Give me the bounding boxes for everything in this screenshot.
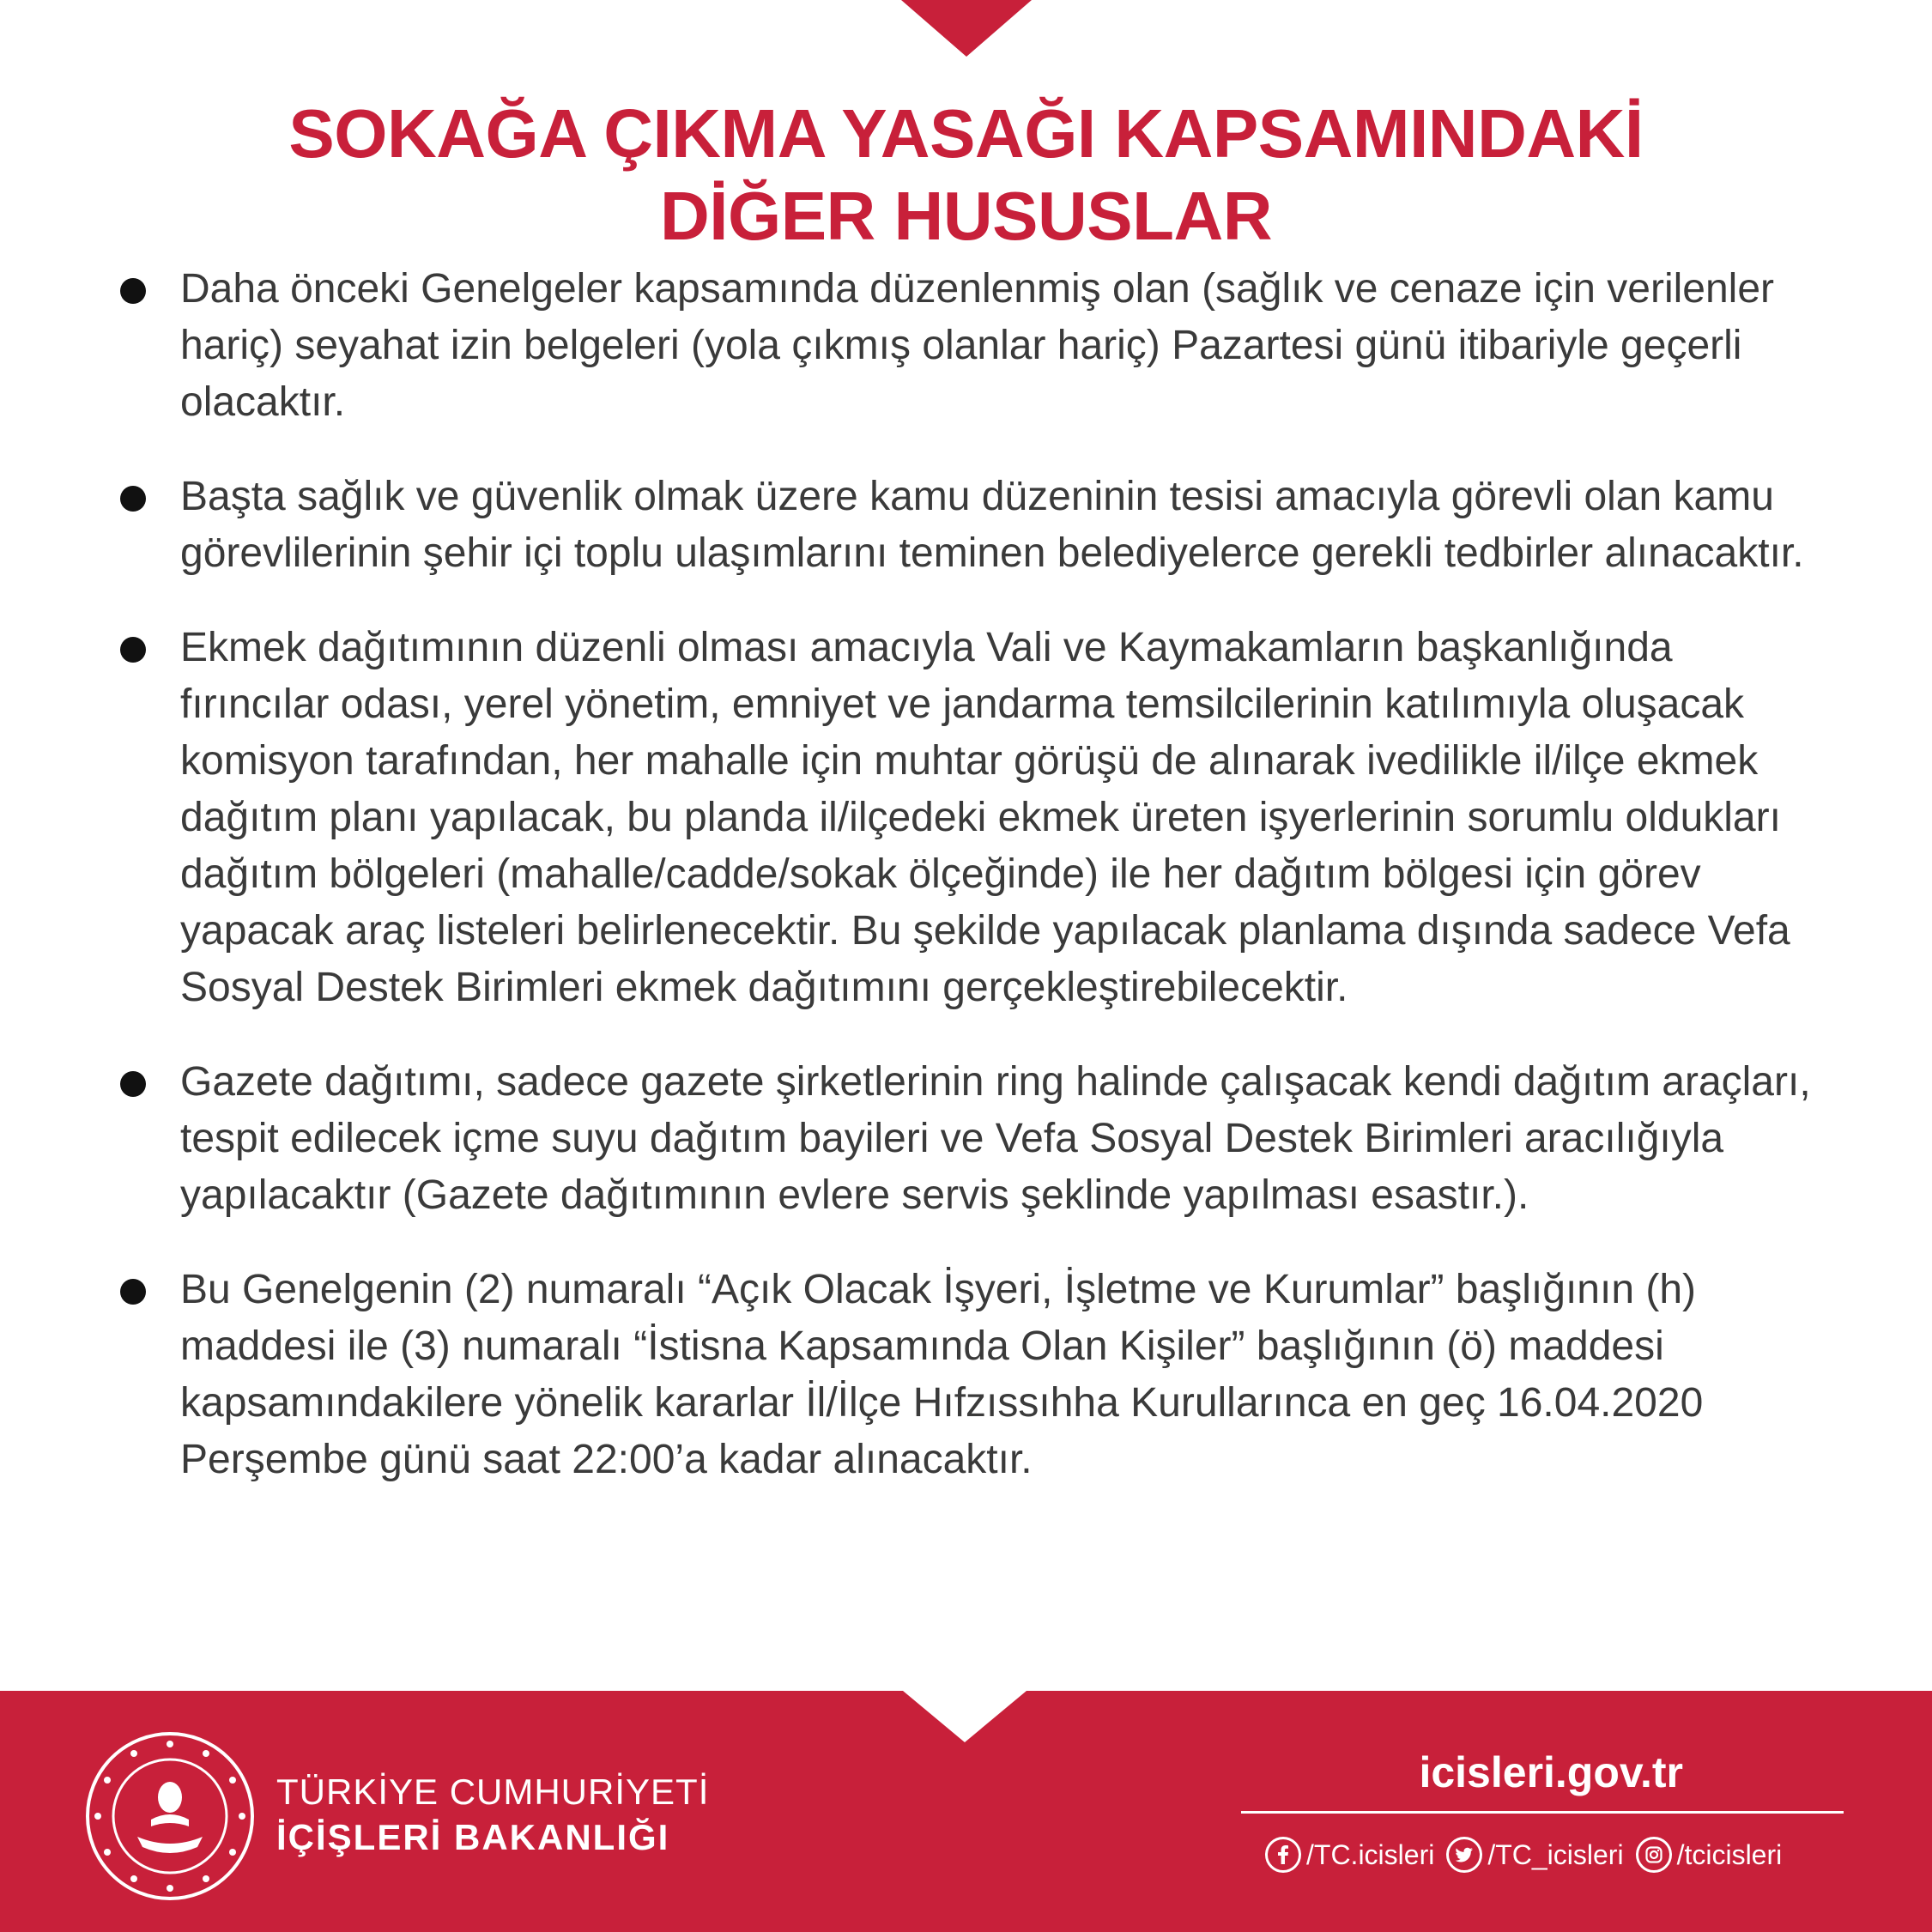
title-line-1: SOKAĞA ÇIKMA YASAĞI KAPSAMINDAKİ: [288, 95, 1644, 172]
title-line-2: DİĞER HUSUSLAR: [659, 178, 1273, 254]
bullet-icon: [120, 278, 146, 304]
ministry-emblem-icon: [84, 1730, 256, 1902]
footer-notch: [903, 1691, 1027, 1742]
facebook-icon: [1265, 1837, 1301, 1873]
facebook-handle: /TC.icisleri: [1306, 1838, 1435, 1870]
list-item-text: Ekmek dağıtımının düzenli olması amacıyla Vali ve Kaymakamların başkanlığında fırıncılar odası, yerel yönetim, emniyet ve jandarma temsilcilerinin katılımıyla oluşacak komisyon tarafından, her mahalle için muhtar görüşü de alınarak ivedilikle il/ilçe ekmek dağıtım planı yapılacak, bu planda il/ilçedeki ekmek üreten işyerlerinin sorumlu oldukları dağıtım bölgeleri (mahalle/cadde/sokak ölçeğinde) ile her dağıtım bölgesi için görev yapacak araç listeleri belirlenecektir. Bu şekilde yapılacak planlama dışında sadece Vefa Sosyal Destek Birimleri ekmek dağıtımını gerçekleştirebilecektir.: [180, 625, 1790, 1010]
instagram-handle: /tcicisleri: [1676, 1838, 1783, 1870]
list-item-text: Gazete dağıtımı, sadece gazete şirketlerinin ring halinde çalışacak kendi dağıtım araçları, tespit edilecek içme suyu dağıtım bayileri ve Vefa Sosyal Destek Birimleri aracılığıyla yapılacaktır (Gazete dağıtımının evlere servis şeklinde yapılması esastır.).: [180, 1059, 1811, 1218]
list-item-text: Bu Genelgenin (2) numaralı “Açık Olacak İşyeri, İşletme ve Kurumlar” başlığının (h) maddesi ile (3) numaralı “İstisna Kapsamında Olan Kişiler” başlığının (ö) maddesi kapsamındakilere yönelik kararlar İl/İlçe Hıfzıssıhha Kurullarınca en geç 16.04.2020 Perşembe günü saat 22:00’a kadar alınacaktır.: [180, 1267, 1704, 1482]
top-triangle-marker: [901, 0, 1032, 57]
list-item-text: Daha önceki Genelgeler kapsamında düzenlenmiş olan (sağlık ve cenaze için verilenler hariç) seyahat izin belgeleri (yola çıkmış olanlar hariç) Pazartesi günü itibariyle geçerli olacaktır.: [180, 266, 1775, 425]
footer-bar: [0, 1691, 1932, 1932]
twitter-icon: [1446, 1837, 1482, 1873]
page-title: [86, 93, 1846, 257]
list-item: [120, 1054, 1828, 1224]
instagram-icon: [1636, 1837, 1672, 1873]
bullet-icon: [120, 1279, 146, 1305]
list-item: [120, 261, 1828, 431]
rules-list: [120, 261, 1828, 1526]
bullet-icon: [120, 1071, 146, 1097]
list-item-text: Başta sağlık ve güvenlik olmak üzere kamu düzeninin tesisi amacıyla görevli olan kamu görevlilerinin şehir içi toplu ulaşımlarını teminen belediyelerce gerekli tedbirler alınacaktır.: [180, 474, 1804, 576]
bullet-icon: [120, 486, 146, 512]
twitter-handle: /TC_icisleri: [1487, 1838, 1624, 1870]
bullet-icon: [120, 637, 146, 663]
list-item: [120, 469, 1828, 582]
social-links: [1265, 1837, 1794, 1873]
footer-divider: [1241, 1811, 1844, 1814]
list-item: [120, 1262, 1828, 1488]
twitter-link[interactable]: [1446, 1837, 1623, 1873]
instagram-link[interactable]: [1636, 1837, 1783, 1873]
ministry-name: [276, 1770, 709, 1861]
ministry-line-2: İÇİŞLERİ BAKANLIĞI: [276, 1817, 670, 1857]
ministry-line-1: TÜRKİYE CUMHURİYETİ: [276, 1772, 710, 1812]
list-item: [120, 620, 1828, 1016]
website-link[interactable]: icisleri.gov.tr: [1419, 1748, 1683, 1796]
facebook-link[interactable]: [1265, 1837, 1434, 1873]
